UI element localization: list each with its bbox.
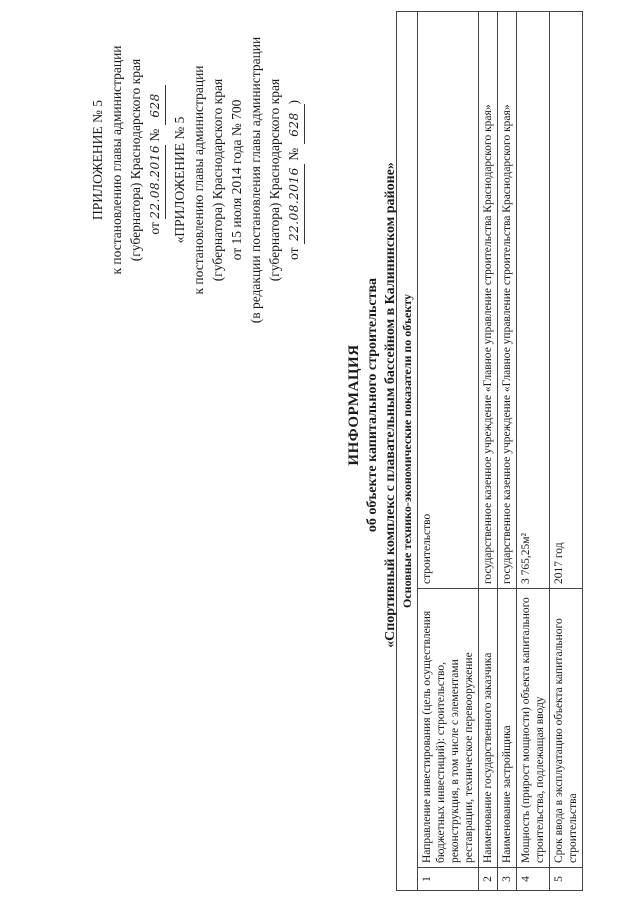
handwritten-date: 22.08.2016 bbox=[285, 164, 305, 244]
annex-header-current bbox=[88, 20, 166, 300]
row-name: Мощность (прирост мощности) объекта капитального строительства, подлежащая вводу bbox=[517, 589, 550, 868]
handwritten-number: 628 bbox=[146, 85, 166, 125]
table-row bbox=[498, 12, 517, 891]
row-number: 3 bbox=[498, 868, 517, 891]
row-name: Наименование государственного заказчика bbox=[479, 589, 498, 868]
annex-line: (губернатора) Краснодарского края bbox=[128, 58, 143, 262]
row-value: государственное казенное учреждение «Главное управление строительства Краснодарского края» bbox=[498, 12, 517, 589]
row-name: Направление инвестирования (цель осуществления бюджетных инвестиций): строительство, реконструкция, в том числе с элементами реставрации, техническое перевооружение bbox=[418, 589, 479, 868]
row-number: 1 bbox=[418, 868, 479, 891]
annex-title: «ПРИЛОЖЕНИЕ № 5 bbox=[172, 116, 187, 244]
table-row bbox=[517, 12, 550, 891]
number-label: № bbox=[147, 128, 162, 142]
annex-line: от 15 июля 2014 года № 700 bbox=[229, 99, 244, 261]
row-name: Наименование застройщика bbox=[498, 589, 517, 868]
row-number: 2 bbox=[479, 868, 498, 891]
table-row bbox=[550, 12, 583, 891]
number-label: № bbox=[286, 147, 301, 161]
document-title-block bbox=[345, 25, 400, 785]
document-heading: ИНФОРМАЦИЯ bbox=[346, 344, 362, 466]
annex-title: ПРИЛОЖЕНИЕ № 5 bbox=[90, 99, 105, 221]
indicators-table bbox=[396, 11, 583, 891]
annex-header-original bbox=[170, 15, 305, 345]
row-value: государственное казенное учреждение «Главное управление строительства Краснодарского края» bbox=[479, 12, 498, 589]
table-row bbox=[479, 12, 498, 891]
object-name: «Спортивный комплекс с плавательным бассейном в Калининском районе» bbox=[383, 162, 398, 648]
table-header-row bbox=[397, 12, 418, 891]
handwritten-date: 22.08.2016 bbox=[146, 145, 166, 219]
table-header: Основные технико-экономические показатели по объекту bbox=[397, 12, 418, 891]
annex-line: к постановлению главы администрации bbox=[191, 65, 206, 295]
table-row bbox=[418, 12, 479, 891]
row-number: 5 bbox=[550, 868, 583, 891]
from-label: от bbox=[286, 247, 301, 260]
document-subtitle: об объекте капитального строительства bbox=[365, 277, 380, 533]
from-label: от bbox=[147, 222, 162, 235]
annex-line: (в редакции постановления главы администрации bbox=[248, 36, 263, 324]
annex-line: к постановлению главы администрации bbox=[109, 45, 124, 275]
annex-date-line bbox=[284, 15, 305, 345]
row-value: строительство bbox=[418, 12, 479, 589]
annex-date-line bbox=[145, 20, 166, 300]
row-name: Срок ввода в эксплуатацию объекта капитального строительства bbox=[550, 589, 583, 868]
annex-line: (губернатора) Краснодарского края bbox=[210, 78, 225, 282]
row-number: 4 bbox=[517, 868, 550, 891]
row-value: 2017 год bbox=[550, 12, 583, 589]
closing-paren: ) bbox=[286, 100, 301, 105]
handwritten-number: 628 bbox=[285, 105, 305, 145]
annex-line: (губернатора) Краснодарского края bbox=[267, 78, 282, 282]
row-value: 3 765,25м² bbox=[517, 12, 550, 589]
